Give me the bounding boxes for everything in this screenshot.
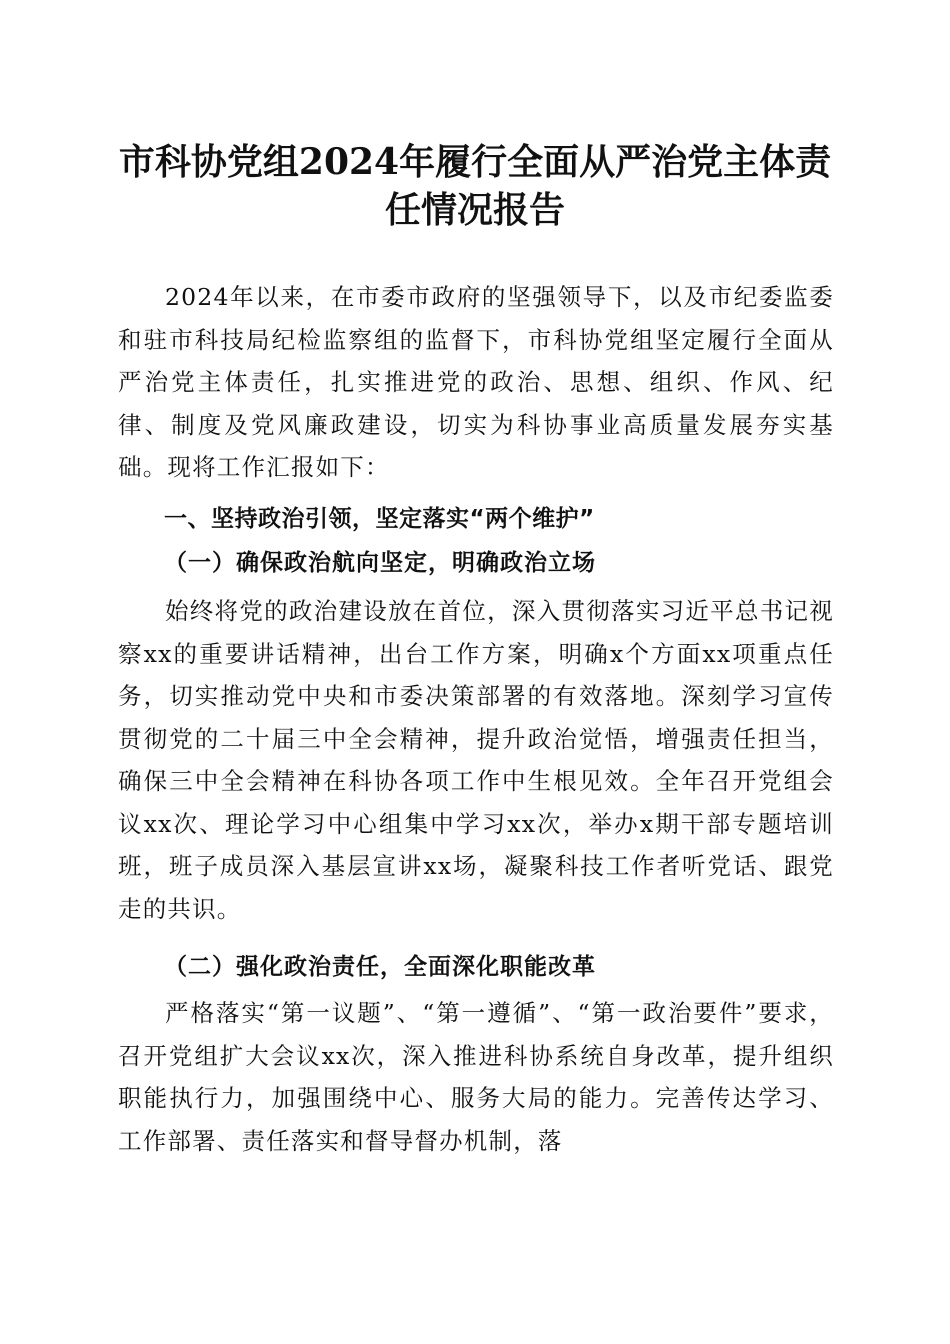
- section-1-heading: 一、坚持政治引领，坚定落实“两个维护”: [164, 506, 595, 532]
- subsection-1-paragraph: 始终将党的政治建设放在首位，深入贯彻落实习近平总书记视察xx的重要讲话精神，出台工作方案，明确x个方面xx项重点任务，切实推动党中央和市委决策部署的有效落地。深刻学习宣传贯彻党的二十届三中全会精神，提升政治觉悟，增强责任担当，确保三中全会精神在科协各项工作中生根见效。全年召开党组会议xx次、理论学习中心组集中学习xx次，举办x期干部专题培训班，班子成员深入基层宣讲xx场，凝聚科技工作者听党话、跟党走的共识。: [118, 597, 834, 923]
- title-line-2: 任情况报告: [384, 189, 565, 231]
- subsection-2-paragraph: 严格落实“第一议题”、“第一遵循”、“第一政治要件”要求，召开党组扩大会议xx次，深入推进科协系统自身改革，提升组织职能执行力，加强围绕中心、服务大局的能力。完善传达学习、工作部署、责任落实和督导督办机制，落: [118, 999, 834, 1155]
- title-line-1: 市科协党组2024年履行全面从严治党主体责: [118, 141, 832, 183]
- intro-paragraph: 2024年以来，在市委市政府的坚强领导下，以及市纪委监委和驻市科技局纪检监察组的监督下，市科协党组坚定履行全面从严治党主体责任，扎实推进党的政治、思想、组织、作风、纪律、制度及党风廉政建设，切实为科协事业高质量发展夯实基础。现将工作汇报如下：: [118, 283, 834, 481]
- document-title: [80, 138, 870, 234]
- subsection-1-heading: （一）确保政治航向坚定，明确政治立场: [164, 549, 596, 576]
- subsection-2-heading: （二）强化政治责任，全面深化职能改革: [164, 953, 596, 980]
